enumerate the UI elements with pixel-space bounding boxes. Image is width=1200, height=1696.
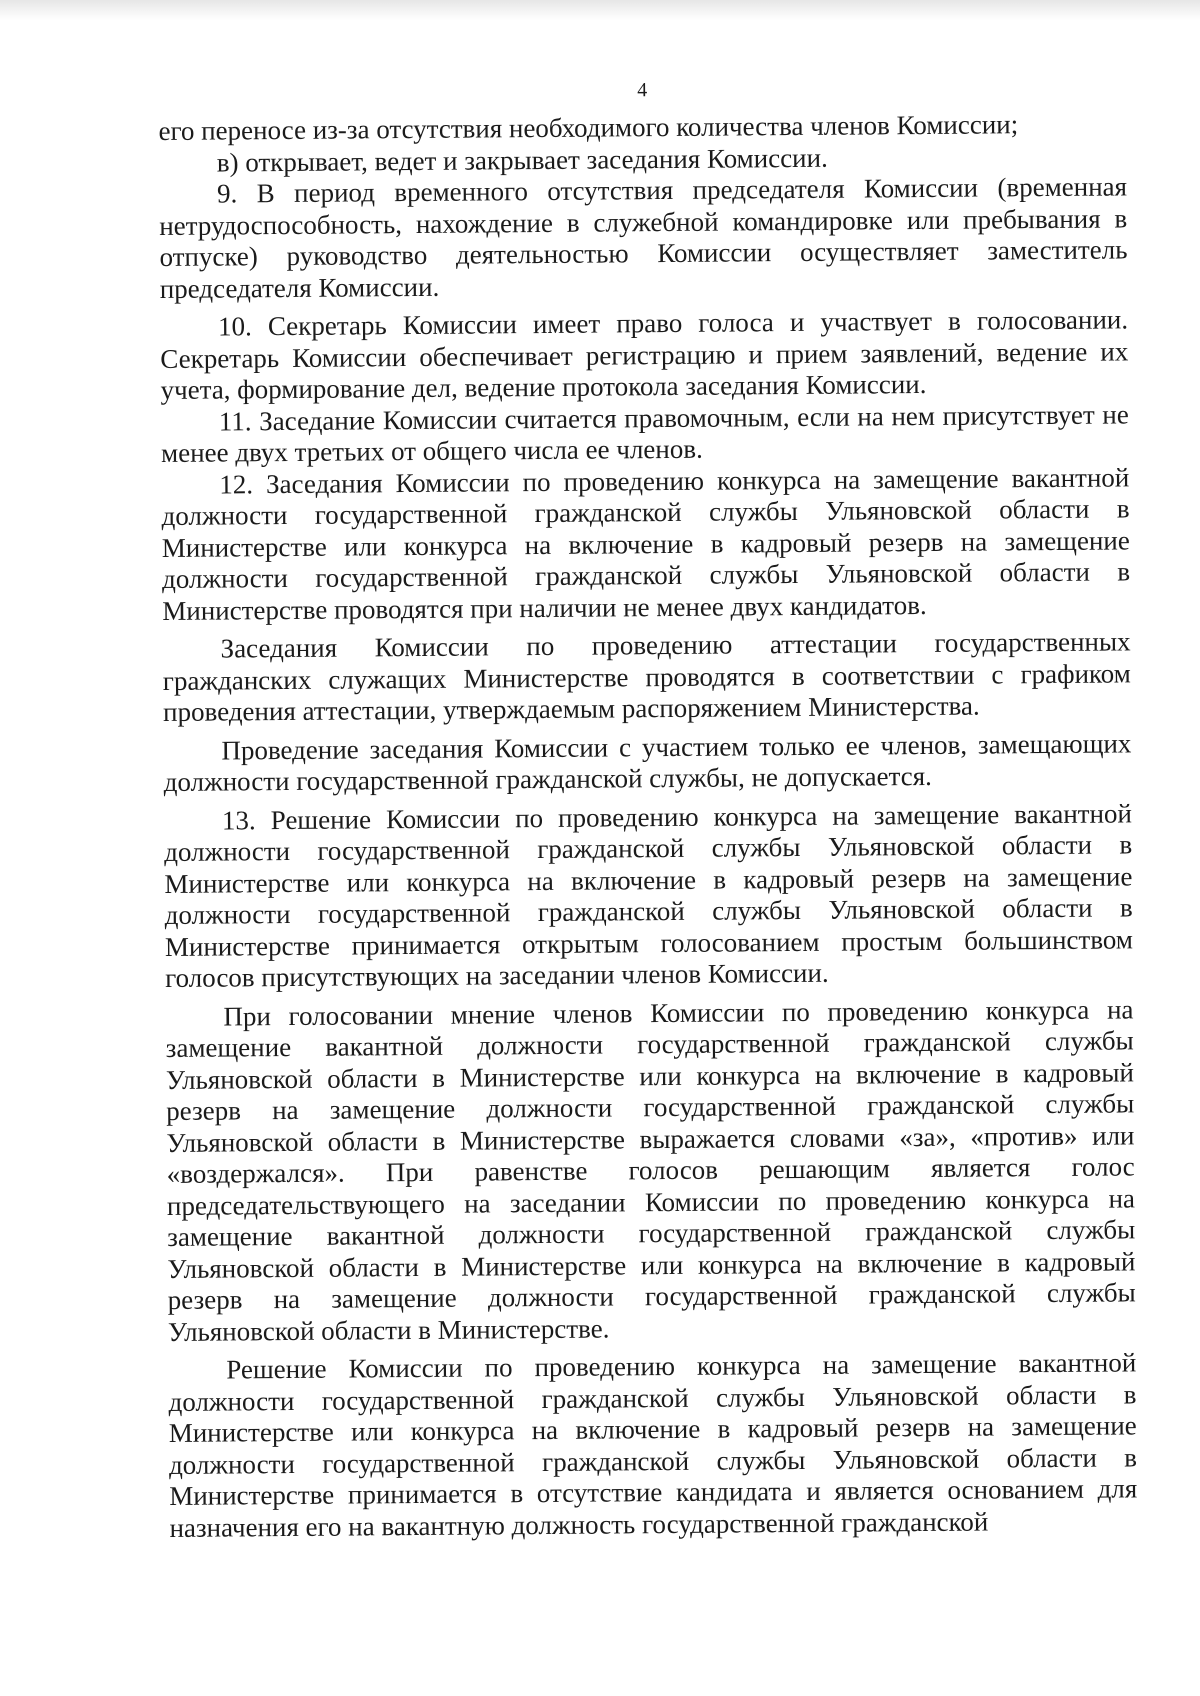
paragraph-clause-13: 13. Решение Комиссии по проведению конкурса на замещение вакантной должности государственной гражданской службы Ульяновской области в Министерстве или конкурса на включение в кадровый резерв на замещение должности государственной гражданской службы Ульяновской области в Министерстве принимается открытым голосованием простым большинством голосов присутствующих на заседании членов Комиссии. bbox=[164, 797, 1134, 993]
paragraph-members-only: Проведение заседания Комиссии с участием только ее членов, замещающих должности государственной гражданской службы, не допускается. bbox=[163, 727, 1132, 797]
paragraph-continuation: его переносе из-за отсутствия необходимого количества членов Комиссии; bbox=[158, 109, 1019, 146]
paragraph-attestation: Заседания Комиссии по проведению аттестации государственных гражданских служащих Министерстве проводятся в соответствии с графиком проведения аттестации, утверждаемым распоряжением Министерства. bbox=[162, 626, 1131, 727]
paragraph-decision: Решение Комиссии по проведению конкурса на замещение вакантной должности государственной гражданской службы Ульяновской области в Министерстве или конкурса на включение в кадровый резерв на замещение должности государственной гражданской службы Ульяновской области в Министерстве принимается в отсутствие кандидата и является основанием для назначения его на вакантную должность государственной гражданской bbox=[168, 1347, 1138, 1543]
scan-edge-shadow bbox=[0, 0, 1200, 20]
paragraph-item-v: в) открывает, ведет и закрывает заседания Комиссии. bbox=[216, 142, 828, 178]
paragraph-clause-11: 11. Заседание Комиссии считается правомочным, если на нем присутствует не менее двух третьих от общего числа ее членов. bbox=[160, 398, 1129, 468]
page-number: 4 bbox=[637, 79, 648, 102]
paragraph-clause-10: 10. Секретарь Комиссии имеет право голоса и участвует в голосовании. Секретарь Комиссии обеспечивает регистрацию и прием заявлений, ведение их учета, формирование дел, ведение протокола заседания Комиссии. bbox=[160, 304, 1129, 405]
paragraph-clause-9: 9. В период временного отсутствия председателя Комиссии (временная нетрудоспособность, нахождение в служебной командировке или пребывания в отпуске) руководство деятельностью Комиссии осуществляет заместитель председателя Комиссии. bbox=[159, 171, 1128, 304]
paragraph-voting: При голосовании мнение членов Комиссии по проведению конкурса на замещение вакантной должности государственной гражданской службы Ульяновской области в Министерстве или конкурса на включение в кадровый резерв на замещение должности государственной гражданской службы Ульяновской области в Министерстве выражается словами «за», «против» или «воздержался». При равенстве голосов решающим является голос председательствующего на заседании Комиссии по проведению конкурса на замещение вакантной должности государственной гражданской службы Ульяновской области в Министерстве или конкурса на включение в кадровый резерв на замещение должности государственной гражданской службы Ульяновской области в Министерстве. bbox=[165, 993, 1136, 1347]
document-page bbox=[158, 56, 1138, 1544]
paragraph-clause-12: 12. Заседания Комиссии по проведению конкурса на замещение вакантной должности государственной гражданской службы Ульяновской области в Министерстве или конкурса на включение в кадровый резерв на замещение должности государственной гражданской службы Ульяновской области в Министерстве проводятся при наличии не менее двух кандидатов. bbox=[161, 461, 1131, 626]
